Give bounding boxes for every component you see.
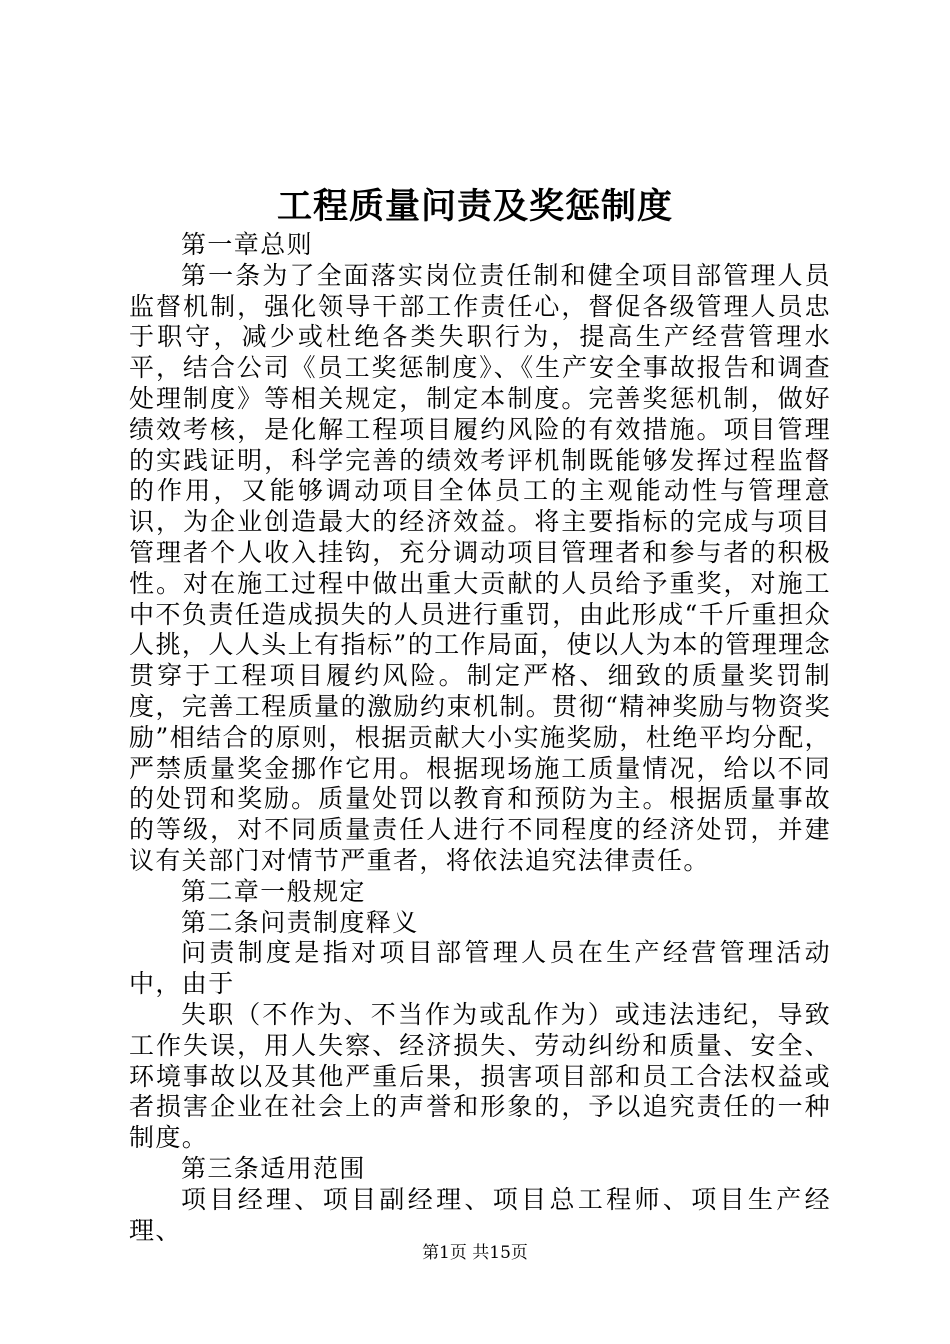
body-paragraph: 失职（不作为、不当作为或乱作为）或违法违纪，导致工作失误，用人失察、经济损失、劳动纠纷和质量、安全、环境事故以及其他严重后果，损害项目部和员工合法权益或者损害企业在社会上的声誉和形象的，予以追究责任的一种制度。 bbox=[129, 999, 831, 1153]
article-heading: 第三条适用范围 bbox=[181, 1153, 366, 1183]
chapter-heading: 第二章一般规定 bbox=[181, 876, 366, 906]
chapter-heading: 第一章总则 bbox=[181, 230, 314, 259]
body-paragraph: 第一条为了全面落实岗位责任制和健全项目部管理人员监督机制，强化领导干部工作责任心，督促各级管理人员忠于职守，减少或杜绝各类失职行为，提高生产经营管理水平，结合公司《员工奖惩制度》、《生产安全事故报告和调查处理制度》等相关规定，制定本制度。完善奖惩机制，做好绩效考核，是化解工程项目履约风险的有效措施。项目管理的实践证明，科学完善的绩效考评机制既能够发挥过程监督的作用，又能够调动项目全体员工的主观能动性与管理意识，为企业创造最大的经济效益。将主要指标的完成与项目管理者个人收入挂钩，充分调动项目管理者和参与者的积极性。对在施工过程中做出重大贡献的人员给予重奖，对施工中不负责任造成损失的人员进行重罚，由此形成“千斤重担众人挑，人人头上有指标”的工作局面，使以人为本的管理理念贯穿于工程项目履约风险。制定严格、细致的质量奖罚制度，完善工程质量的激励约束机制。贯彻“精神奖励与物资奖励”相结合的原则，根据贡献大小实施奖励，杜绝平均分配，严禁质量奖金挪作它用。根据现场施工质量情况，给以不同的处罚和奖励。质量处罚以教育和预防为主。根据质量事故的等级，对不同质量责任人进行不同程度的经济处罚，并建议有关部门对情节严重者，将依法追究法律责任。 bbox=[129, 260, 831, 875]
body-paragraph: 问责制度是指对项目部管理人员在生产经营管理活动中，由于 bbox=[129, 938, 831, 999]
article-heading: 第二条问责制度释义 bbox=[181, 907, 419, 937]
document-title: 工程质量问责及奖惩制度 bbox=[276, 186, 673, 227]
document-body bbox=[129, 230, 831, 1246]
body-paragraph: 项目经理、项目副经理、项目总工程师、项目生产经理、 bbox=[129, 1184, 831, 1245]
page-number-footer: 第1页 共15页 bbox=[422, 1243, 528, 1263]
